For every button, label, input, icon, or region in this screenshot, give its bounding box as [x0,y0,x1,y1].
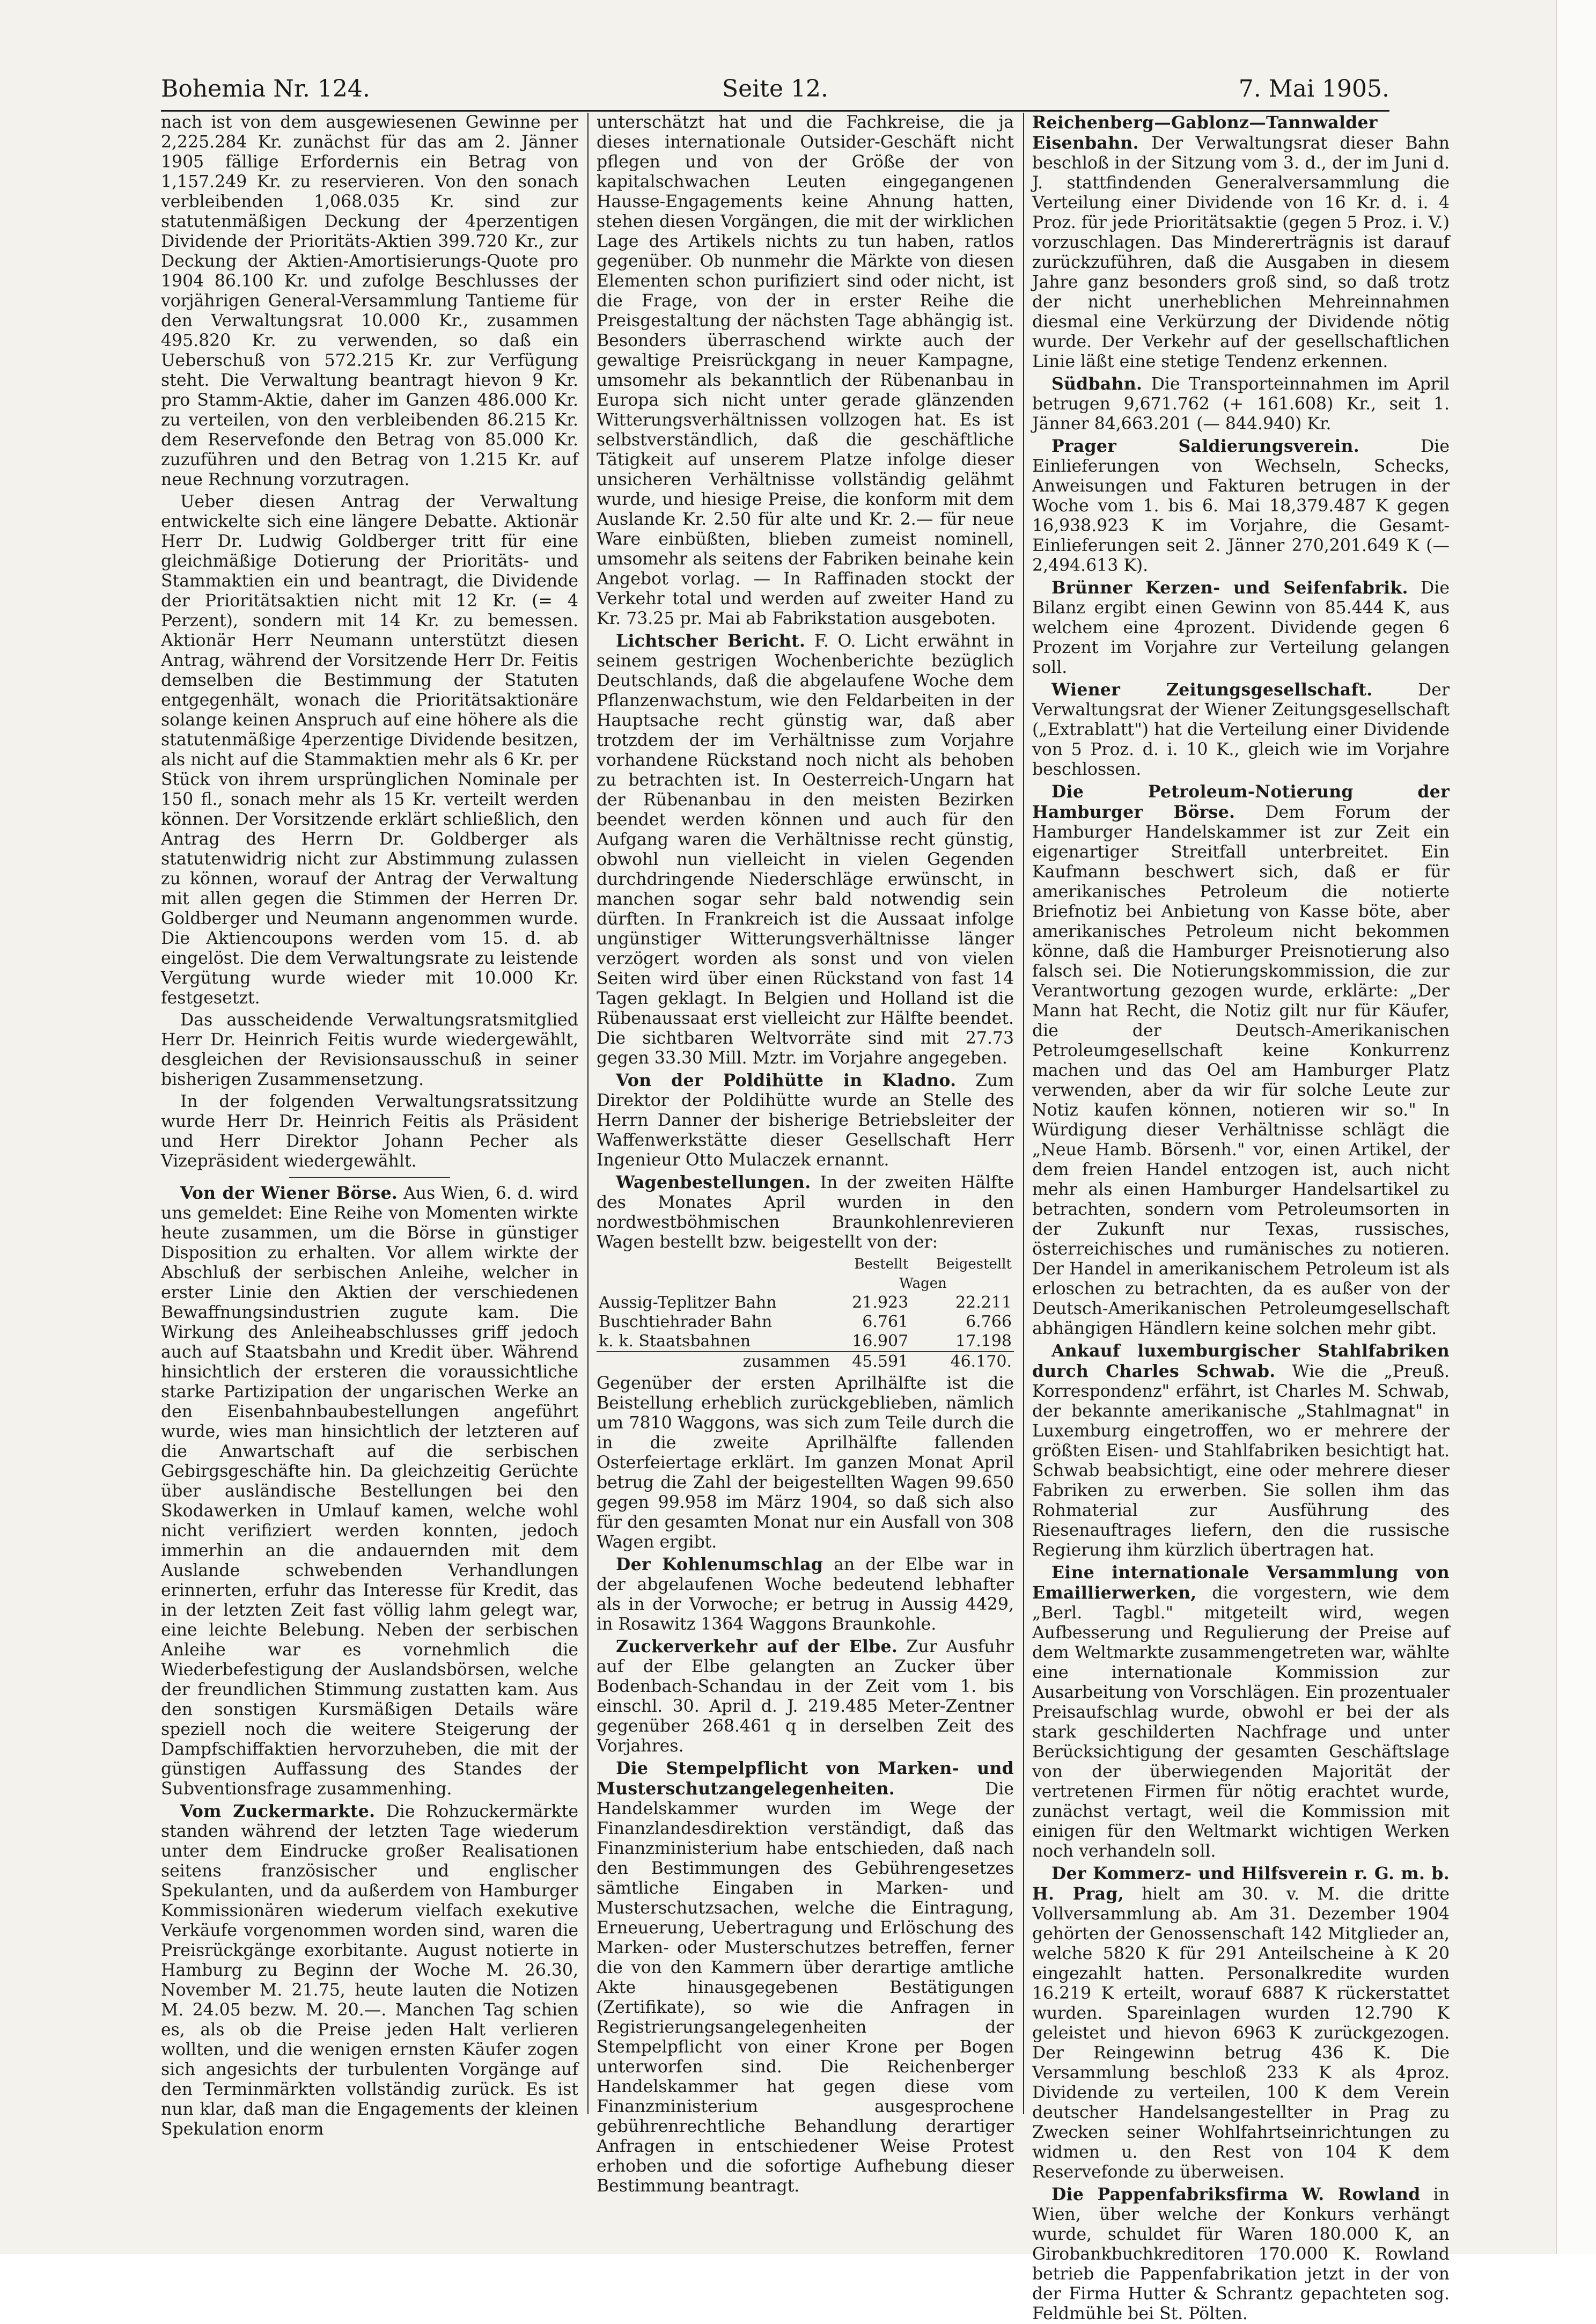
article-body: Der Verwaltungsrat dieser Bahn beschloß in der Sitzung vom 3. d., der im Juni d. J. stattfindenden Generalversammlung die Verteilung einer Dividende von 16 Kr. d. i. 4 Proz. für jede Prioritätsaktie (gegen 5 Proz. i. V.) vorzuschlagen. Das Mindererträgnis ist darauf zurückzuführen, daß die Ausgaben in diesem Jahre ganz besonders groß sind, so daß trotz der nicht unerheblichen Mehreinnahmen diesmal eine Verkürzung der Dividende nötig wurde. Der Verkehr auf der gesellschaftlichen Linie läßt eine stetige Tendenz erkennen. [1032,134,1450,371]
article-paragraph [597,1172,1014,1252]
table-cell: 6.766 [966,1313,1012,1331]
article-paragraph [1032,1864,1450,2182]
article-body: hielt am 30. v. M. die dritte Vollversammlung ab. Am 31. Dezember 1904 gehörten der Genossenschaft 142 Mitglieder an, welche 5820 K für 291 Anteilscheine à K 20 eingezahlt hatten. Personalkredite wurden 16.219 K erteilt, worauf 6887 K rückerstattet wurden. Spareinlagen wurden 12.790 K geleistet und hievon 6963 K zurückgezogen. Der Reingewinn betrug 436 K. Die Versammlung beschloß 233 K als 4proz. Dividende zu verteilen, 100 K dem Verein deutscher Handelsangestellter in Prag zu Zwecken seiner Wohlfahrtseinrichtungen zu widmen u. den Rest von 104 K dem Reservefonde zu überweisen. [1032,1885,1450,2182]
article-paragraph [1032,113,1450,372]
article-heading: Wiener Zeitungsgesellschaft. [1051,680,1373,700]
table-cell: Aussig-Teplitzer Bahn [599,1293,777,1312]
article-paragraph [1032,1563,1450,1861]
article-heading: Von der Wiener Börse. [180,1183,398,1203]
article-body: Die Transporteinnahmen im April betrugen 9,671.762 (+ 161.608) Kr., seit 1. Jänner 84,663.201 (— 844.940) Kr. [1032,375,1450,434]
article-heading: Ankauf luxemburgischer Stahlfabriken durch Charles Schwab. [1032,1341,1450,1381]
table-cell: 6.761 [862,1313,909,1331]
table-header: Bestellt [854,1256,909,1272]
article-heading: Prager Saldierungsverein. [1051,436,1359,456]
column-2 [597,113,1014,2196]
table-header: Beigestellt [936,1256,1012,1272]
article-body: Zur Ausfuhr auf der Elbe gelangten an Zucker über Bodenbach-Schandau in der Zeit vom 1. bis einschl. 30. April d. J. 219.485 Meter-Zentner gegenüber 268.461 q in derselben Zeit des Vorjahres. [597,1637,1014,1756]
article-paragraph [1032,2184,1450,2324]
table-unit: Wagen [899,1275,947,1292]
table-subheader-row [597,1274,1014,1293]
article-heading: Brünner Kerzen- und Seifenfabrik. [1051,578,1408,598]
table-row [597,1332,1014,1352]
article-body: Die Bilanz ergibt einen Gewinn von 85.444 K, aus welchem eine 4prozent. Dividende gegen 6 Prozent im Vorjahre zur Verteilung gelangen soll. [1032,578,1450,677]
article-paragraph [597,1071,1014,1170]
table-header [597,1274,832,1293]
article-paragraph [597,1637,1014,1756]
article-body: Dem Forum der Hamburger Handelskammer ist zur Zeit ein eigenartiger Streitfall unterbreitet. Ein Kaufmann beschwert sich, daß er für amerikanisches Petroleum die notierte Briefnotiz bei Anbietung von Kasse böte, aber amerikanisches Petroleum nicht bekommen könne, daß die Hamburger Preisnotierung also falsch sei. Die Notierungskommission, die zur Verantwortung gezogen wurde, erklärte: „Der Mann hat Recht, die Notiz gilt nur für Käufer, die der Deutsch-Amerikanischen Petroleumgesellschaft keine Konkurrenz machen und das Oel am Hamburger Platz verwenden, aber da wir für solche Leute zur Notiz kaufen können, notieren wir so." In Würdigung dieser Verhältnisse schlägt die „Neue Hamb. Börsenh." vor, einen Artikel, der dem freien Handel entzogen ist, auch nicht mehr als einen Hamburger Handelsartikel zu betrachten, sondern vom Petroleumsorten in der Zukunft nur Texas, russisches, österreichisches und rumänisches zu notieren. Der Handel in amerikanischem Petroleum ist als erloschen zu betrachten, da es außer von der Deutsch-Amerikanischen Petroleumgesellschaft abhängigen Händlern keine solchen mehr gibt. [1032,803,1450,1338]
publication-name: Bohemia Nr. 124. [161,75,370,102]
article-heading: Die Stempelpflicht von Marken- und Musterschutzangelegenheiten. [597,1758,1014,1799]
table-row [597,1313,1014,1332]
column-divider [587,113,589,2114]
page-number: Seite 12. [722,75,828,102]
article-paragraph [1032,1341,1450,1560]
article-body: an der Elbe war in der abgelaufenen Woche bedeutend lebhafter als in der Vorwoche; er betrug in Aussig 4429, in Rosawitz 1364 Waggons Braunkohle. [597,1555,1014,1634]
table-cell: 45.591 [832,1352,910,1372]
page-header [161,75,1389,113]
article-heading: Lichtscher Bericht. [616,631,806,651]
article-paragraph: Gegenüber der ersten Aprilhälfte ist die Beistellung erheblich zurückgeblieben, nämlich um 7810 Waggons, was sich zum Teile durch die in die zweite Aprilhälfte fallenden Osterfeiertage erklärt. Im ganzen Monat April betrug die Zahl der beigestellten Wagen 99.650 gegen 99.958 im März 1904, so daß sich also für den gesamten Monat nur ein Ausfall von 308 Wagen ergibt. [597,1374,1014,1552]
article-heading: Der Kommerz- und Hilfsverein r. G. m. b. H. Prag, [1032,1864,1450,1904]
column-3 [1032,113,1450,2323]
issue-date: 7. Mai 1905. [1238,75,1389,102]
article-paragraph [1032,782,1450,1339]
article-paragraph: unterschätzt hat und die Fachkreise, die ja dieses internationale Outsider-Geschäft nicht pflegen und von der Größe der von kapitalschwachen Leuten eingegangenen Hausse-Engagements keine Ahnung hatten, stehen diesen Vorgängen, die mit der wirklichen Lage des Artikels nichts zu tun haben, ratlos gegenüber. Ob nunmehr die Märkte von diesen Elementen schon purifiziert sind oder nicht, ist die Frage, von der in erster Reihe die Preisgestaltung der nächsten Tage abhängig ist. Besonders überraschend wirkte auch der gewaltige Preisrückgang in neuer Kampagne, umsomehr als bekanntlich der Rübenanbau in Europa sich nicht unter gerade glänzenden Witterungsverhältnissen vollzogen hat. Es ist selbstverständlich, daß die geschäftliche Tätigkeit auf unserem Platze infolge dieser unsicheren Verhältnisse vollständig gelähmt wurde, und hiesige Preise, die konform mit dem Auslande Kr. 2.50 für alte und Kr. 2.— für neue Ware einbüßten, blieben zumeist nominell, umsomehr als seitens der Fabriken beinahe kein Angebot vorlag. — In Raffinaden stockt der Verkehr total und werden auf zweiter Hand zu Kr. 73.25 pr. Mai ab Fabrikstation ausgeboten. [597,113,1014,628]
article-heading: Südbahn. [1051,374,1143,394]
article-body: Zum Direktor der Poldihütte wurde an Stelle des Herrn Danner der bisherige Betriebsleiter der Waffenwerkstätte dieser Gesellschaft Herr Ingenieur Otto Mulaczek ernannt. [597,1071,1014,1170]
article-heading: Der Kohlenumschlag [616,1555,823,1574]
article-heading: Wagenbestellungen. [616,1172,811,1192]
column-1 [161,113,579,2139]
article-body: die vorgestern, wie dem „Berl. Tagbl." mitgeteilt wird, wegen Aufbesserung und Regulierung der Preise auf dem Weltmarkte zusammengetreten war, wählte eine internationale Kommission zur Ausarbeitung von Vorschlägen. Ein prozentualer Preisaufschlag wurde, obwohl er bei der als stark geschilderten Nachfrage und unter Berücksichtigung der gesamten Geschäftslage von der überwiegenden Majorität der vertretenen Firmen für nötig erachtet wurde, zunächst vertagt, weil die Kommission mit einigen für den Weltmarkt wichtigen Werken noch verhandeln soll. [1032,1583,1450,1861]
column-divider [1023,113,1024,2114]
article-paragraph: Das ausscheidende Verwaltungsratsmitglied Herr Dr. Heinrich Feitis wurde wiedergewählt, desgleichen der Revisionsausschuß in seiner bisherigen Zusammensetzung. [161,1010,578,1089]
table-cell: 17.198 [955,1332,1012,1351]
article-body: Die Handelskammer wurden im Wege der Finanzlandesdirektion verständigt, daß das Finanzministerium habe entschieden, daß nach den Bestimmungen des Gebührengesetzes sämtliche Eingaben in Marken- und Musterschutzsachen, welche die Eintragung, Erneuerung, Uebertragung und Erlöschung des Marken- oder Musterschutzes betreffen, ferner die von den Kammern über derartige amtliche Akte hinausgegebenen Bestätigungen (Zertifikate), so wie die Anfragen in Registrierungsangelegenheiten der Stempelpflicht von einer Krone per Bogen unterworfen sind. Die Reichenberger Handelskammer hat gegen diese vom Finanzministerium ausgesprochene gebührenrechtliche Behandlung derartiger Anfragen in entschiedener Weise Protest erhoben und die sofortige Aufhebung dieser Bestimmung beantragt. [597,1779,1014,2196]
table-header-row [597,1255,1014,1274]
article-paragraph [597,1758,1014,2196]
article-heading: Die Petroleum-Notierung der Hamburger Börse. [1032,782,1450,822]
article-body: Aus Wien, 6. d. wird uns gemeldet: Eine Reihe von Momenten wirkte heute zusammen, um die Börse in günstiger Disposition zu erhalten. Vor allem wirkte der Abschluß der serbischen Anleihe, welcher in erster Linie den Aktien der verschiedenen Bewaffnungsindustrien zugute kam. Die Wirkung des Anleiheabschlusses griff jedoch auch auf Staatsbahn und Kredit über. Während hinsichtlich der ersteren die voraussichtliche starke Partizipation der ungarischen Werke an den Eisenbahnbaubestellungen angeführt wurde, wies man hinsichtlich der letzteren auf die Anwartschaft auf die serbischen Gebirgsgeschäfte hin. Da gleichzeitig Gerüchte über ausländische Bestellungen bei den Skodawerken in Umlauf kamen, welche wohl nicht verifiziert werden konnten, jedoch immerhin an die andauernden mit dem Auslande schwebenden Verhandlungen erinnerten, erfuhr das Interesse für Kredit, das in der letzten Zeit fast völlig lahm gelegt war, eine leichte Belebung. Neben der serbischen Anleihe war es vornehmlich die Wiederbefestigung der Auslandsbörsen, welche der freundlichen Stimmung zustatten kam. Aus den sonstigen Kursmäßigen Details wäre speziell noch die weitere Steigerung der Dampfschiffaktien hervorzuheben, die mit der günstigen Auffassung des Standes der Subventionsfrage zusammenhing. [161,1184,578,1799]
article-paragraph [1032,680,1450,780]
article-paragraph [597,1555,1014,1634]
article-body: in Wien, über welche der Konkurs verhängt wurde, schuldet für Waren 180.000 K, an Girobankbuchkreditoren 170.000 K. Rowland betrieb die Pappenfabrikation jetzt in der von der Firma Hutter & Schrantz gepachteten sog. Feldmühle bei St. Pölten. [1032,2185,1450,2323]
article-paragraph [597,631,1014,1068]
table-cell: 16.907 [852,1332,909,1351]
article-heading: Eine internationale Versammlung von Emaillierwerken, [1032,1563,1450,1603]
wagon-table [597,1255,1014,1372]
article-paragraph: Ueber diesen Antrag der Verwaltung entwickelte sich eine längere Debatte. Aktionär Herr Dr. Ludwig Goldberger tritt für eine gleichmäßige Dotierung der Prioritäts- und Stammaktien ein und beantragt, die Dividende der Prioritätsaktien nicht mit 12 Kr. (= 4 Perzent), sondern mit 14 Kr. zu bemessen. Aktionär Herr Neumann unterstützt diesen Antrag, während der Vorsitzende Herr Dr. Feitis demselben die Bestimmung der Statuten entgegenhält, wonach die Prioritätsaktionäre solange keinen Anspruch auf eine höhere als die statutenmäßige 4perzentige Dividende besitzen, als nicht auf die Stammaktien mehr als 6 Kr. per Stück von ihrem ursprünglichen Nominale per 150 fl., sonach mehr als 15 Kr. verteilt werden können. Der Vorsitzende erklärt schließlich, den Antrag des Herrn Dr. Goldberger als statutenwidrig nicht zur Abstimmung zulassen zu können, worauf der Antrag der Verwaltung mit allen gegen die Stimmen der Herren Dr. Goldberger und Neumann angenommen wurde. Die Aktiencoupons werden vom 15. d. ab eingelöst. Die dem Verwaltungsrate zu leistende Vergütung wurde wieder mit 10.000 Kr. festgesetzt. [161,492,578,1008]
header-rule [161,110,1389,112]
table-row [597,1293,1014,1313]
article-separator [289,1177,450,1178]
article-paragraph [1032,374,1450,434]
table-total-row [597,1352,1014,1372]
table-cell: 21.923 [852,1293,909,1312]
article-body: Der Verwaltungsrat der Wiener Zeitungsgesellschaft („Extrablatt") hat die Verteilung einer Dividende von 5 Proz. d. i. 10 K., gleich wie im Vorjahre beschlossen. [1032,680,1450,779]
article-paragraph [1032,436,1450,576]
table-header [597,1255,832,1274]
article-body: In der zweiten Hälfte des Monates April wurden in den nordwestböhmischen Braunkohlenrevieren Wagen bestellt bzw. beigestellt von der: [597,1173,1014,1252]
article-body: F. O. Licht erwähnt in seinem gestrigen Wochenberichte bezüglich Deutschlands, daß die abgelaufene Woche dem Pflanzenwachstum, wie den Feldarbeiten in der Hauptsache recht günstig war, daß aber trotzdem der im Verhältnisse zum Vorjahre vorhandene Rückstand noch nicht als behoben zu betrachten ist. In Oesterreich-Ungarn hat der Rübenanbau in den meisten Bezirken beendet werden können und auch für den Aufgang waren die Verhältnisse recht günstig, obwohl nun vielleicht in vielen Gegenden durchdringende Niederschläge erwünscht, in manchen sogar sehr bald notwendig sein dürften. In Frankreich ist die Aussaat infolge ungünstiger Witterungsverhältnisse länger verzögert worden als sonst und von vielen Seiten wird über einen Rückstand von fast 14 Tagen geklagt. In Belgien und Holland ist die Rübenaussaat erst vielleicht zur Hälfte beendet. Die sichtbaren Weltvorräte sind mit 27.73 gegen 33.30 Mill. Mztr. im Vorjahre angegeben. [597,632,1014,1068]
article-paragraph [161,1183,578,1799]
article-paragraph: nach ist von dem ausgewiesenen Gewinne per 2,225.284 Kr. zunächst für das am 2. Jänner 1905 fällige Erfordernis ein Betrag von 1,157.249 Kr. zu reservieren. Von den sonach verbleibenden 1,068.035 Kr. sind zur statutenmäßigen Deckung der 4perzentigen Dividende der Prioritäts-Aktien 399.720 Kr., zur Deckung der Aktien-Amortisierungs-Quote pro 1904 86.100 Kr. und zufolge Beschlusses der vorjährigen General-Versammlung Tantieme für den Verwaltungsrat 10.000 Kr., zusammen 495.820 Kr. zu verwenden, so daß ein Ueberschuß von 572.215 Kr. zur Verfügung steht. Die Verwaltung beantragt hievon 9 Kr. pro Stamm-Aktie, daher im Ganzen 486.000 Kr. zu verteilen, von den verbleibenden 86.215 Kr. dem Reservefonde den Betrag von 85.000 Kr. zuzuführen und den Betrag von 1.215 Kr. auf neue Rechnung vorzutragen. [161,113,578,489]
article-paragraph [1032,578,1450,678]
article-heading: Vom Zuckermarkte. [180,1801,376,1821]
article-paragraph: In der folgenden Verwaltungsratssitzung wurde Herr Dr. Heinrich Feitis als Präsident und Herr Direktor Johann Pecher als Vizepräsident wiedergewählt. [161,1092,578,1171]
table-cell: Buschtiehrader Bahn [599,1313,773,1331]
article-body: Die Einlieferungen von Wechseln, Schecks, Anweisungen und Fakturen betrugen in der Woche vom 1. bis 6. Mai 18,379.487 K gegen 16,938.923 K im Vorjahre, die Gesamt-Einlieferungen seit 2. Jänner 270,201.649 K (— 2,494.613 K). [1032,437,1450,575]
table-cell: 46.170. [910,1352,1014,1372]
table-cell: 22.211 [955,1293,1012,1312]
article-heading: Zuckerverkehr auf der Elbe. [616,1637,898,1656]
table-cell: k. k. Staatsbahnen [599,1332,751,1351]
article-heading: Die Pappenfabriksfirma W. Rowland [1051,2184,1421,2204]
article-heading: Reichenberg—Gablonz—Tannwalder Eisenbahn. [1032,113,1378,153]
page-margin [1556,0,1596,2254]
article-body: Die Rohzuckermärkte standen während der letzten Tage wiederum unter dem Eindrucke großer Realisationen seitens französischer und englischer Spekulanten, und da außerdem von Hamburger Kommissionären wiederum vielfach exekutive Verkäufe vorgenommen worden sind, waren die Preisrückgänge exorbitante. August notierte in Hamburg zu Beginn der Woche M. 26.30, November M. 21.75, heute lauten die Notizen M. 24.05 bezw. M. 20.—. Manchen Tag schien es, als ob die Preise jeden Halt verlieren wollten, und die wenigen ernsten Käufer zogen sich angesichts der turbulenten Vorgänge auf den Terminmärkten vollständig zurück. Es ist nun klar, daß man die Engagements der kleinen Spekulation enorm [161,1802,579,2139]
article-heading: Von der Poldihütte in Kladno. [616,1071,957,1090]
article-paragraph [161,1801,578,2139]
article-body: Wie die „Preuß. Korrespondenz" erfährt, ist Charles M. Schwab, der bekannte amerikanische „Stahlmagnat" in Luxemburg eingetroffen, wo er mehrere der größten Eisen- und Stahlfabriken besichtigt hat. Schwab beabsichtigt, eine oder mehrere dieser Fabriken zu erwerben. Sie sollen ihm das Rohmaterial zur Ausführung des Riesenauftrages liefern, den die russische Regierung ihm kürzlich übertragen hat. [1032,1362,1450,1560]
table-cell: zusammen [597,1352,832,1372]
